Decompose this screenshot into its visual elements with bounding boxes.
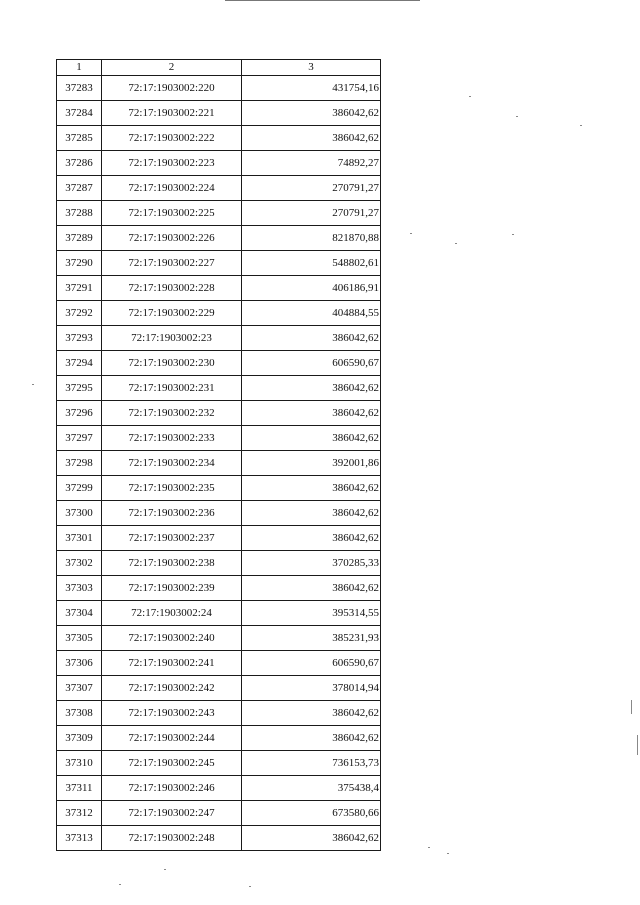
table-row (57, 501, 381, 526)
table-row (57, 651, 381, 676)
scan-speck (119, 884, 121, 885)
scan-speck (512, 234, 514, 235)
cadastral-value-cell: 736153,73 (242, 751, 381, 776)
cadastral-value-cell: 606590,67 (242, 351, 381, 376)
scan-speck (249, 886, 251, 887)
row-number-cell: 37283 (57, 76, 102, 101)
table-row (57, 701, 381, 726)
table-row (57, 101, 381, 126)
row-number-cell: 37297 (57, 426, 102, 451)
cadastral-number-cell: 72:17:1903002:226 (102, 226, 242, 251)
row-number-cell: 37302 (57, 551, 102, 576)
cadastral-value-cell: 386042,62 (242, 476, 381, 501)
table-row (57, 776, 381, 801)
cadastral-value-cell: 270791,27 (242, 176, 381, 201)
row-number-cell: 37285 (57, 126, 102, 151)
cadastral-value-cell: 386042,62 (242, 426, 381, 451)
cadastral-value-cell: 386042,62 (242, 701, 381, 726)
table-row (57, 151, 381, 176)
cadastral-number-cell: 72:17:1903002:233 (102, 426, 242, 451)
cadastral-value-cell: 74892,27 (242, 151, 381, 176)
cadastral-number-cell: 72:17:1903002:221 (102, 101, 242, 126)
cadastral-number-cell: 72:17:1903002:223 (102, 151, 242, 176)
cadastral-value-table (56, 59, 381, 851)
cadastral-number-cell: 72:17:1903002:244 (102, 726, 242, 751)
scan-speck (428, 847, 430, 848)
cadastral-number-cell: 72:17:1903002:242 (102, 676, 242, 701)
scan-speck (32, 384, 34, 385)
table-row (57, 626, 381, 651)
row-number-cell: 37313 (57, 826, 102, 851)
cadastral-number-cell: 72:17:1903002:248 (102, 826, 242, 851)
column-header-2: 2 (102, 60, 242, 76)
cadastral-value-cell: 395314,55 (242, 601, 381, 626)
row-number-cell: 37301 (57, 526, 102, 551)
cadastral-number-cell: 72:17:1903002:227 (102, 251, 242, 276)
cadastral-number-cell: 72:17:1903002:238 (102, 551, 242, 576)
table-row (57, 176, 381, 201)
cadastral-value-cell: 392001,86 (242, 451, 381, 476)
table-row (57, 726, 381, 751)
cadastral-number-cell: 72:17:1903002:232 (102, 401, 242, 426)
table-row (57, 376, 381, 401)
column-header-3: 3 (242, 60, 381, 76)
cadastral-value-cell: 386042,62 (242, 576, 381, 601)
cadastral-number-cell: 72:17:1903002:245 (102, 751, 242, 776)
row-number-cell: 37304 (57, 601, 102, 626)
table-row (57, 76, 381, 101)
cadastral-value-cell: 370285,33 (242, 551, 381, 576)
cadastral-value-cell: 386042,62 (242, 726, 381, 751)
row-number-cell: 37291 (57, 276, 102, 301)
scan-speck (455, 243, 457, 244)
scan-speck (410, 233, 412, 234)
cadastral-number-cell: 72:17:1903002:240 (102, 626, 242, 651)
cadastral-number-cell: 72:17:1903002:243 (102, 701, 242, 726)
table-row (57, 526, 381, 551)
table-row (57, 751, 381, 776)
cadastral-number-cell: 72:17:1903002:236 (102, 501, 242, 526)
cadastral-number-cell: 72:17:1903002:230 (102, 351, 242, 376)
row-number-cell: 37310 (57, 751, 102, 776)
table-body (57, 76, 381, 851)
cadastral-value-cell: 375438,4 (242, 776, 381, 801)
cadastral-number-cell: 72:17:1903002:231 (102, 376, 242, 401)
row-number-cell: 37288 (57, 201, 102, 226)
row-number-cell: 37287 (57, 176, 102, 201)
table-row (57, 451, 381, 476)
row-number-cell: 37296 (57, 401, 102, 426)
row-number-cell: 37295 (57, 376, 102, 401)
row-number-cell: 37300 (57, 501, 102, 526)
cadastral-value-cell: 270791,27 (242, 201, 381, 226)
scan-speck (580, 125, 582, 126)
cadastral-number-cell: 72:17:1903002:220 (102, 76, 242, 101)
scan-speck (631, 700, 632, 714)
cadastral-number-cell: 72:17:1903002:222 (102, 126, 242, 151)
cadastral-value-cell: 386042,62 (242, 501, 381, 526)
row-number-cell: 37305 (57, 626, 102, 651)
cadastral-value-cell: 386042,62 (242, 126, 381, 151)
cadastral-value-cell: 821870,88 (242, 226, 381, 251)
row-number-cell: 37307 (57, 676, 102, 701)
row-number-cell: 37306 (57, 651, 102, 676)
cadastral-value-cell: 431754,16 (242, 76, 381, 101)
table-row (57, 276, 381, 301)
table-row (57, 301, 381, 326)
row-number-cell: 37299 (57, 476, 102, 501)
cadastral-number-cell: 72:17:1903002:247 (102, 801, 242, 826)
table-header (57, 60, 381, 76)
table-row (57, 251, 381, 276)
cadastral-number-cell: 72:17:1903002:23 (102, 326, 242, 351)
row-number-cell: 37298 (57, 451, 102, 476)
cadastral-value-cell: 386042,62 (242, 526, 381, 551)
row-number-cell: 37294 (57, 351, 102, 376)
table-row (57, 201, 381, 226)
cadastral-number-cell: 72:17:1903002:235 (102, 476, 242, 501)
cadastral-value-cell: 548802,61 (242, 251, 381, 276)
cadastral-value-cell: 386042,62 (242, 401, 381, 426)
table-row (57, 551, 381, 576)
table-row (57, 801, 381, 826)
row-number-cell: 37311 (57, 776, 102, 801)
cadastral-value-cell: 404884,55 (242, 301, 381, 326)
cadastral-value-cell: 386042,62 (242, 326, 381, 351)
top-scan-rule (225, 0, 420, 1)
cadastral-value-cell: 606590,67 (242, 651, 381, 676)
table-row (57, 426, 381, 451)
scan-speck (164, 869, 166, 870)
cadastral-number-cell: 72:17:1903002:224 (102, 176, 242, 201)
row-number-cell: 37290 (57, 251, 102, 276)
scan-speck (637, 735, 638, 755)
table-row (57, 601, 381, 626)
cadastral-value-cell: 378014,94 (242, 676, 381, 701)
cadastral-value-cell: 386042,62 (242, 376, 381, 401)
scan-speck (447, 853, 449, 854)
table-row (57, 226, 381, 251)
cadastral-value-cell: 386042,62 (242, 826, 381, 851)
row-number-cell: 37309 (57, 726, 102, 751)
scan-speck (516, 116, 518, 117)
cadastral-number-cell: 72:17:1903002:241 (102, 651, 242, 676)
cadastral-number-cell: 72:17:1903002:237 (102, 526, 242, 551)
row-number-cell: 37286 (57, 151, 102, 176)
table-row (57, 401, 381, 426)
cadastral-value-cell: 673580,66 (242, 801, 381, 826)
table-row (57, 826, 381, 851)
column-header-1: 1 (57, 60, 102, 76)
row-number-cell: 37284 (57, 101, 102, 126)
table-row (57, 476, 381, 501)
cadastral-value-cell: 385231,93 (242, 626, 381, 651)
cadastral-number-cell: 72:17:1903002:246 (102, 776, 242, 801)
row-number-cell: 37292 (57, 301, 102, 326)
header-row (57, 60, 381, 76)
cadastral-number-cell: 72:17:1903002:225 (102, 201, 242, 226)
row-number-cell: 37303 (57, 576, 102, 601)
table-row (57, 126, 381, 151)
cadastral-value-cell: 406186,91 (242, 276, 381, 301)
cadastral-number-cell: 72:17:1903002:239 (102, 576, 242, 601)
row-number-cell: 37289 (57, 226, 102, 251)
cadastral-number-cell: 72:17:1903002:229 (102, 301, 242, 326)
table-row (57, 326, 381, 351)
table-row (57, 676, 381, 701)
row-number-cell: 37308 (57, 701, 102, 726)
cadastral-number-cell: 72:17:1903002:228 (102, 276, 242, 301)
cadastral-value-cell: 386042,62 (242, 101, 381, 126)
cadastral-number-cell: 72:17:1903002:234 (102, 451, 242, 476)
cadastral-number-cell: 72:17:1903002:24 (102, 601, 242, 626)
table-row (57, 351, 381, 376)
table-row (57, 576, 381, 601)
row-number-cell: 37312 (57, 801, 102, 826)
row-number-cell: 37293 (57, 326, 102, 351)
scan-speck (469, 96, 471, 97)
